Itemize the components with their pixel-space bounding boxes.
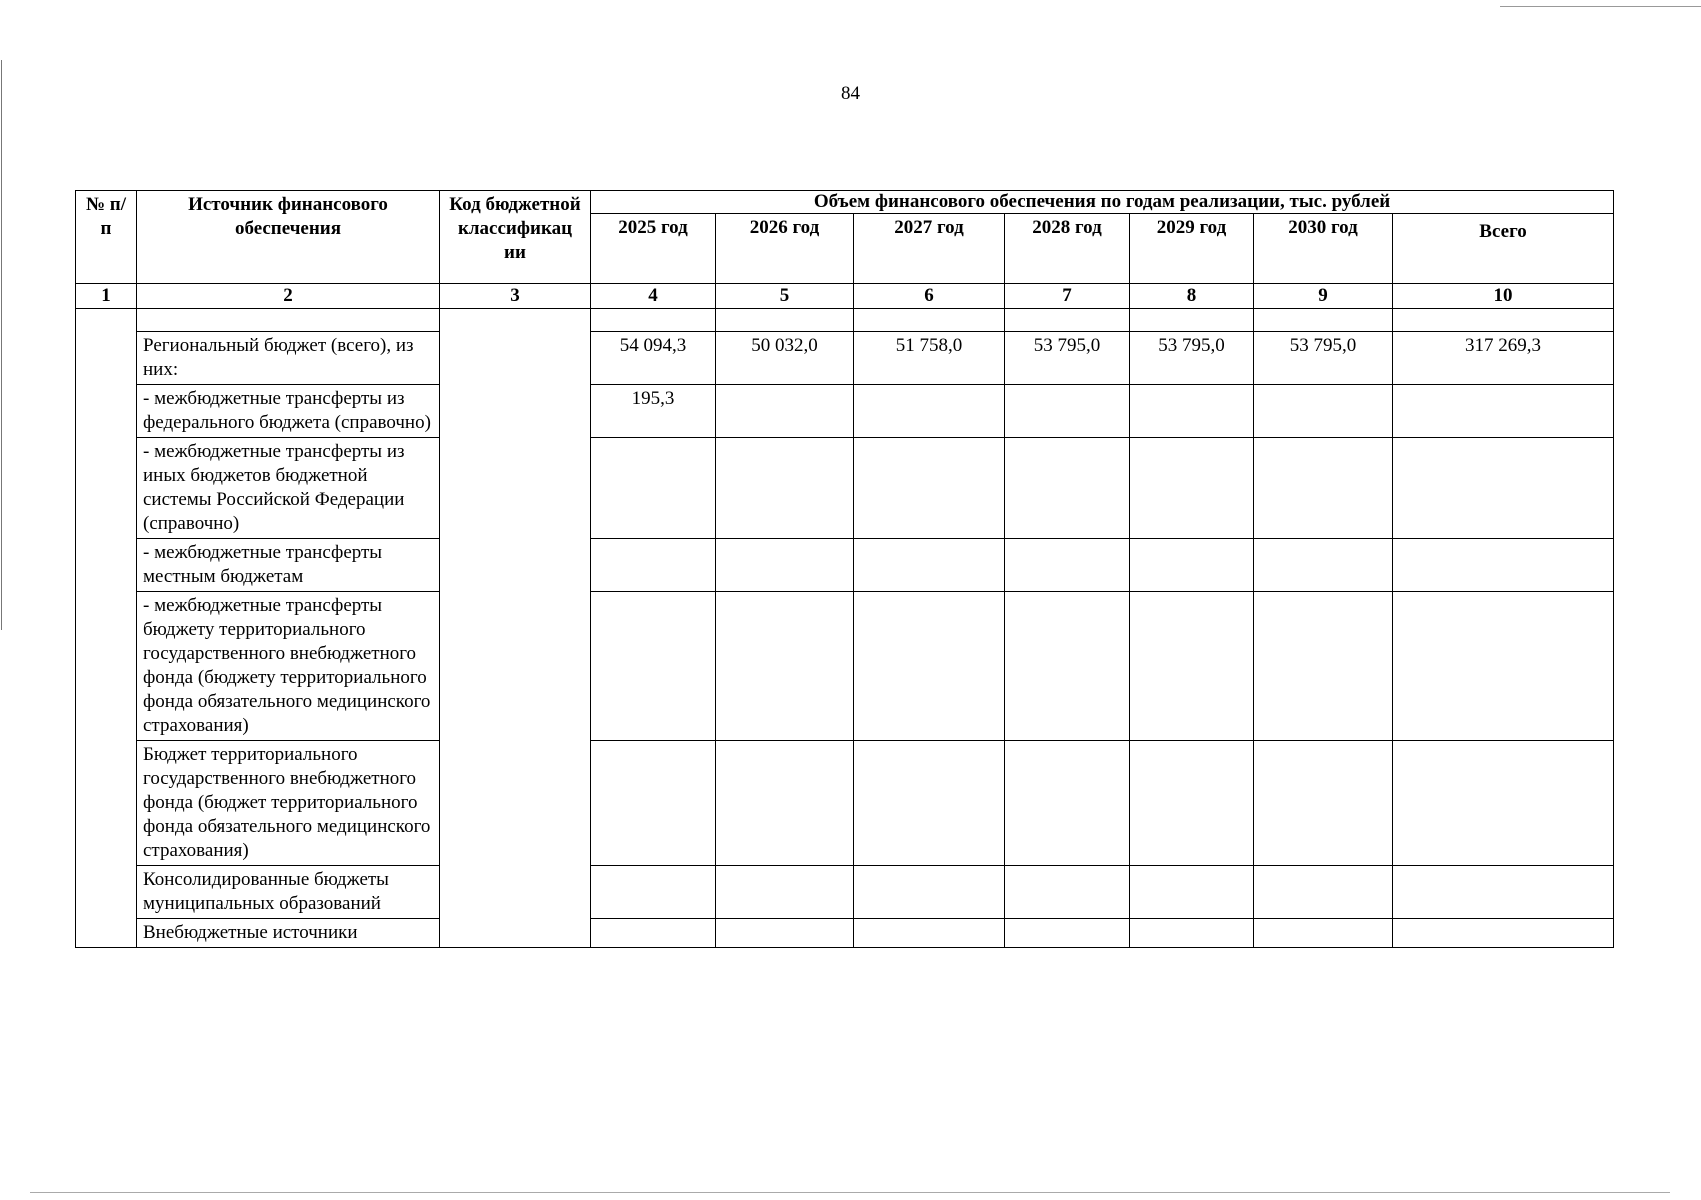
value-cell bbox=[1254, 866, 1393, 919]
value-cell bbox=[716, 539, 854, 592]
row-label: Региональный бюджет (всего), из них: bbox=[137, 332, 440, 385]
value-cell bbox=[1130, 592, 1254, 741]
row-label: - межбюджетные трансферты бюджету территориального государственного внебюджетного фонда (бюджету территориального фонда обязательного медицинского страхования) bbox=[137, 592, 440, 741]
total-cell bbox=[1393, 866, 1614, 919]
header-total: Всего bbox=[1393, 214, 1614, 284]
total-cell bbox=[1393, 592, 1614, 741]
value-cell bbox=[1130, 866, 1254, 919]
header-group-title: Объем финансового обеспечения по годам реализации, тыс. рублей bbox=[591, 191, 1614, 214]
row-label: Бюджет территориального государственного внебюджетного фонда (бюджет территориального фонда обязательного медицинского страхования) bbox=[137, 741, 440, 866]
table-row bbox=[76, 866, 1614, 919]
value-cell bbox=[1005, 385, 1130, 438]
value-cell bbox=[716, 385, 854, 438]
table-row bbox=[76, 592, 1614, 741]
value-cell bbox=[591, 539, 716, 592]
value-cell bbox=[1005, 539, 1130, 592]
value-cell bbox=[1130, 539, 1254, 592]
value-cell bbox=[1130, 919, 1254, 948]
total-cell bbox=[1393, 919, 1614, 948]
value-cell bbox=[591, 919, 716, 948]
header-year: 2030 год bbox=[1254, 214, 1393, 284]
value-cell bbox=[1254, 539, 1393, 592]
column-number: 8 bbox=[1130, 284, 1254, 309]
table-row bbox=[76, 539, 1614, 592]
value-cell bbox=[1130, 438, 1254, 539]
value-cell bbox=[716, 438, 854, 539]
value-cell: 51 758,0 bbox=[854, 332, 1005, 385]
column-number: 3 bbox=[440, 284, 591, 309]
value-cell: 53 795,0 bbox=[1130, 332, 1254, 385]
value-cell: 54 094,3 bbox=[591, 332, 716, 385]
value-cell bbox=[1005, 741, 1130, 866]
budget-code-cell bbox=[440, 309, 591, 948]
value-cell: 53 795,0 bbox=[1005, 332, 1130, 385]
row-label: Консолидированные бюджеты муниципальных образований bbox=[137, 866, 440, 919]
row-label: - межбюджетные трансферты местным бюджетам bbox=[137, 539, 440, 592]
header-year: 2026 год bbox=[716, 214, 854, 284]
value-cell: 50 032,0 bbox=[716, 332, 854, 385]
scan-artifact-top bbox=[1500, 6, 1701, 7]
value-cell bbox=[1254, 919, 1393, 948]
value-cell bbox=[1130, 741, 1254, 866]
column-numbers-row bbox=[76, 284, 1614, 309]
value-cell bbox=[716, 741, 854, 866]
column-number: 7 bbox=[1005, 284, 1130, 309]
spacer-cell bbox=[854, 309, 1005, 332]
header-row-1 bbox=[76, 191, 1614, 214]
value-cell bbox=[591, 741, 716, 866]
column-number: 9 bbox=[1254, 284, 1393, 309]
spacer-cell bbox=[1254, 309, 1393, 332]
column-number: 10 bbox=[1393, 284, 1614, 309]
header-year: 2029 год bbox=[1130, 214, 1254, 284]
value-cell bbox=[1130, 385, 1254, 438]
value-cell bbox=[1005, 438, 1130, 539]
row-label: Внебюджетные источники bbox=[137, 919, 440, 948]
total-cell bbox=[1393, 385, 1614, 438]
total-cell: 317 269,3 bbox=[1393, 332, 1614, 385]
value-cell bbox=[1005, 866, 1130, 919]
financing-table bbox=[75, 190, 1614, 948]
value-cell bbox=[716, 919, 854, 948]
column-number: 5 bbox=[716, 284, 854, 309]
value-cell: 195,3 bbox=[591, 385, 716, 438]
spacer-cell bbox=[716, 309, 854, 332]
column-number: 6 bbox=[854, 284, 1005, 309]
value-cell bbox=[591, 592, 716, 741]
value-cell bbox=[854, 385, 1005, 438]
value-cell bbox=[1254, 592, 1393, 741]
value-cell bbox=[854, 866, 1005, 919]
header-no: № п/п bbox=[76, 191, 137, 284]
value-cell bbox=[1254, 741, 1393, 866]
value-cell bbox=[716, 592, 854, 741]
value-cell: 53 795,0 bbox=[1254, 332, 1393, 385]
total-cell bbox=[1393, 438, 1614, 539]
spacer-row bbox=[76, 309, 1614, 332]
spacer-cell bbox=[1393, 309, 1614, 332]
value-cell bbox=[854, 592, 1005, 741]
column-number: 4 bbox=[591, 284, 716, 309]
row-label: - межбюджетные трансферты из иных бюджетов бюджетной системы Российской Федерации (справочно) bbox=[137, 438, 440, 539]
column-number: 1 bbox=[76, 284, 137, 309]
table-row bbox=[76, 438, 1614, 539]
value-cell bbox=[1254, 385, 1393, 438]
spacer-cell bbox=[1005, 309, 1130, 332]
value-cell bbox=[1005, 919, 1130, 948]
value-cell bbox=[1254, 438, 1393, 539]
table-row bbox=[76, 385, 1614, 438]
page-number: 84 bbox=[841, 83, 860, 104]
value-cell bbox=[854, 539, 1005, 592]
value-cell bbox=[591, 866, 716, 919]
value-cell bbox=[716, 866, 854, 919]
scan-artifact-left bbox=[1, 60, 2, 630]
value-cell bbox=[854, 438, 1005, 539]
table-row bbox=[76, 741, 1614, 866]
table-row bbox=[76, 919, 1614, 948]
row-number-cell bbox=[76, 309, 137, 948]
header-code: Код бюджетной классификац ии bbox=[440, 191, 591, 284]
total-cell bbox=[1393, 539, 1614, 592]
table-row bbox=[76, 332, 1614, 385]
spacer-cell bbox=[137, 309, 440, 332]
total-cell bbox=[1393, 741, 1614, 866]
spacer-cell bbox=[591, 309, 716, 332]
column-number: 2 bbox=[137, 284, 440, 309]
value-cell bbox=[591, 438, 716, 539]
header-year: 2025 год bbox=[591, 214, 716, 284]
value-cell bbox=[854, 741, 1005, 866]
header-source: Источник финансового обеспечения bbox=[137, 191, 440, 284]
spacer-cell bbox=[1130, 309, 1254, 332]
scan-artifact-bottom bbox=[30, 1192, 1670, 1193]
header-year: 2028 год bbox=[1005, 214, 1130, 284]
header-year: 2027 год bbox=[854, 214, 1005, 284]
value-cell bbox=[1005, 592, 1130, 741]
row-label: - межбюджетные трансферты из федерального бюджета (справочно) bbox=[137, 385, 440, 438]
value-cell bbox=[854, 919, 1005, 948]
